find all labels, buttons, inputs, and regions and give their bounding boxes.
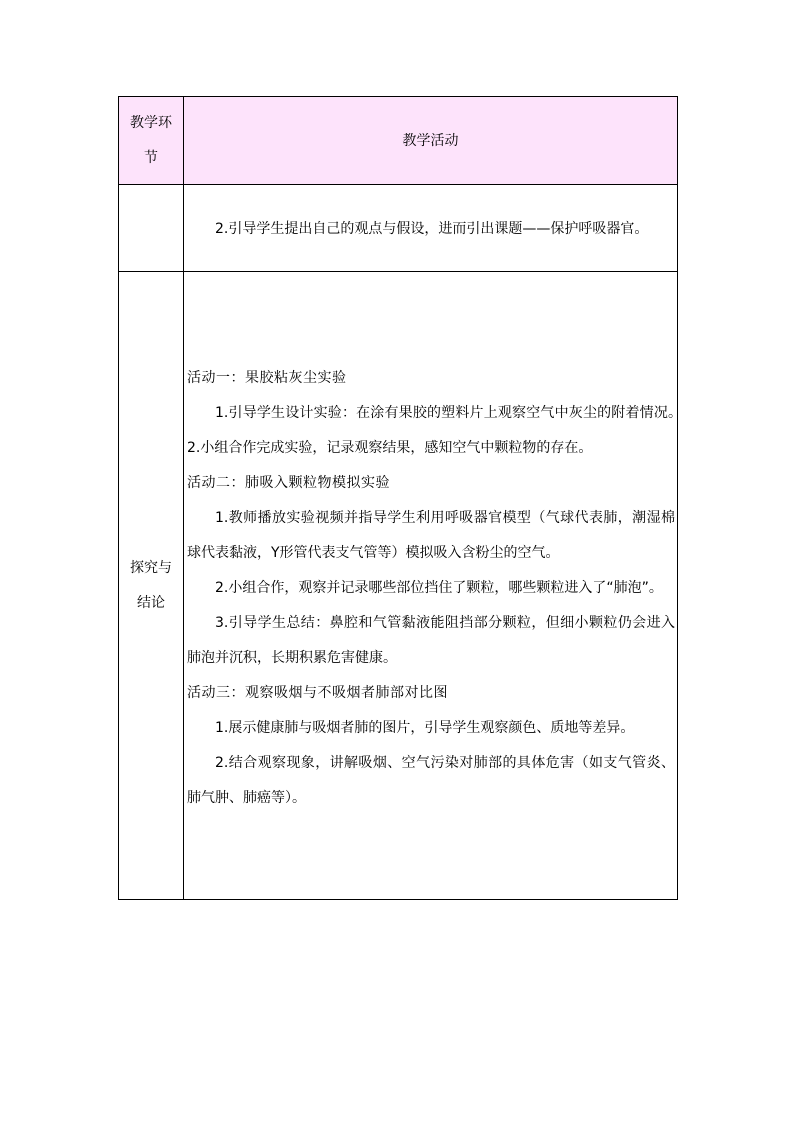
explore-activity-cell <box>184 272 689 900</box>
stage-header-cell <box>119 97 184 185</box>
table-row <box>119 185 678 272</box>
activity1-title: 活动一：果胶粘灰尘实验 <box>187 370 347 386</box>
activity2-paragraph-1: 1.教师播放实验视频并指导学生利用呼吸器官模型（气球代表肺，潮湿棉球代表黏液，Y形管代表支气管等）模拟吸入含粉尘的空气。 <box>187 510 675 561</box>
intro-activity-cell <box>184 185 678 272</box>
table-header-row <box>119 97 678 185</box>
intro-stage-cell <box>119 185 184 272</box>
explore-stage-label: 探究与结论 <box>130 559 172 611</box>
activity-header-cell <box>184 97 678 185</box>
lesson-plan-table <box>118 96 689 900</box>
activity1-paragraph-1: 1.引导学生设计实验：在涂有果胶的塑料片上观察空气中灰尘的附着情况。 2.小组合作完成实验，记录观察结果，感知空气中颗粒物的存在。 <box>187 405 689 456</box>
activity3-paragraph-2: 2.结合观察现象，讲解吸烟、空气污染对肺部的具体危害（如支气管炎、肺气肿、肺癌等）。 <box>187 755 675 806</box>
explore-stage-cell <box>119 272 184 900</box>
stage-header: 教学环节 <box>130 114 172 166</box>
explore-content <box>184 355 689 816</box>
table-row <box>119 272 678 900</box>
activity3-paragraph-1: 1.展示健康肺与吸烟者肺的图片，引导学生观察颜色、质地等差异。 <box>215 720 635 736</box>
activity2-title: 活动二：肺吸入颗粒物模拟实验 <box>187 475 390 491</box>
activity2-paragraph-3: 3.引导学生总结：鼻腔和气管黏液能阻挡部分颗粒，但细小颗粒仍会进入肺泡并沉积，长期积累危害健康。 <box>187 615 675 666</box>
intro-content <box>184 210 677 247</box>
activity-header: 教学活动 <box>402 132 459 149</box>
intro-paragraph: 2.引导学生提出自己的观点与假设，进而引出课题——保护呼吸器官。 <box>215 220 649 237</box>
activity3-title: 活动三：观察吸烟与不吸烟者肺部对比图 <box>187 685 448 701</box>
activity2-paragraph-2: 2.小组合作，观察并记录哪些部位挡住了颗粒，哪些颗粒进入了“肺泡”。 <box>215 580 663 596</box>
